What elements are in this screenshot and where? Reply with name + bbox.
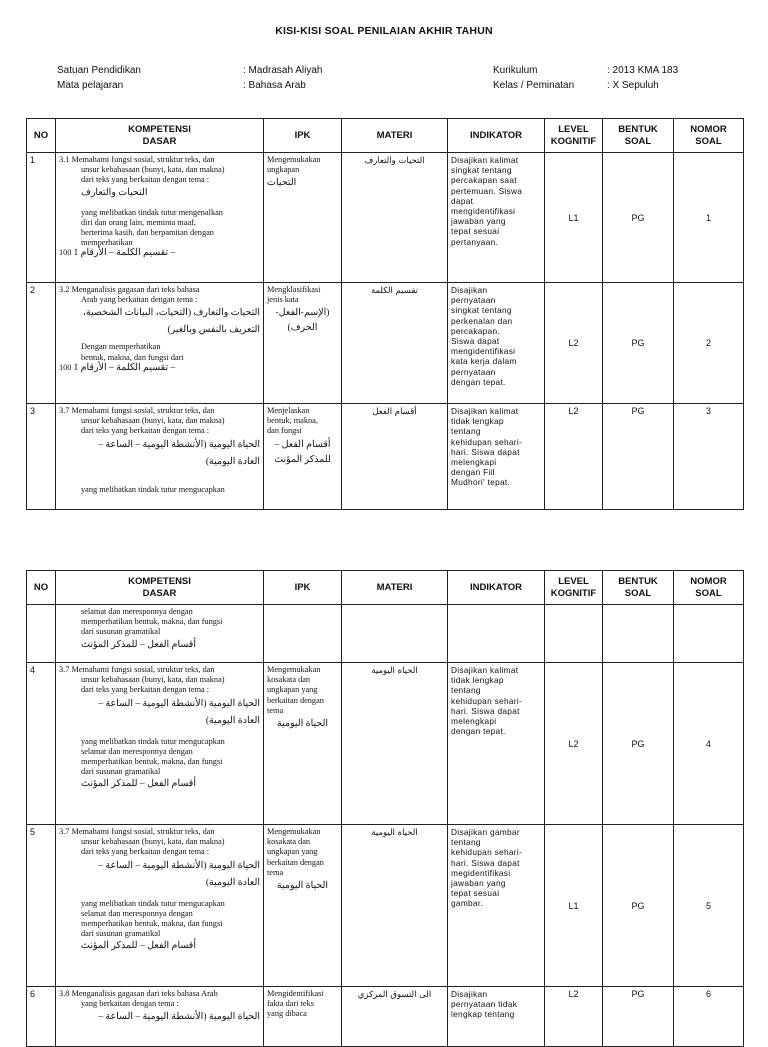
materi-cell: التحيات والتعارف <box>342 153 448 283</box>
bentuk-soal-cell <box>603 605 674 663</box>
table-row <box>27 987 744 1047</box>
header-ipk: IPK <box>264 571 342 605</box>
nomor-soal-cell: 2 <box>674 283 744 404</box>
materi-cell <box>342 605 448 663</box>
indikator-cell: Disajikan pernyataan tidak lengkap tentang <box>448 987 545 1047</box>
table-row <box>27 825 744 987</box>
kompetensi-dasar-cell: 3.1 Memahami fungsi sosial, struktur teks, dan unsur kebahasaan (bunyi, kata, dan makna) dari teks yang berkaitan dengan tema : التحيات والتعارف yang melibatkan tindak tutur mengenalkan diri dan orang lain, meminta maaf, berterima kasih, dan berpamitan dengan memperhatikan 100 تقسيم الكلمة – الأرقام 1 – <box>56 153 264 283</box>
row-number: 1 <box>27 153 56 283</box>
level-kognitif-cell: L1 <box>545 153 603 283</box>
ipk-cell: Mengemukakan ungkapan التحيات <box>264 153 342 283</box>
kisi-table-2 <box>26 570 744 1047</box>
level-kognitif-cell: L2 <box>545 663 603 825</box>
meta-value: : Bahasa Arab <box>243 80 306 91</box>
bentuk-soal-cell: PG <box>603 283 674 404</box>
meta-value: : Madrasah Aliyah <box>243 65 323 76</box>
row-number: 5 <box>27 825 56 987</box>
row-number: 6 <box>27 987 56 1047</box>
table-row <box>27 404 744 510</box>
level-kognitif-cell <box>545 605 603 663</box>
nomor-soal-cell: 1 <box>674 153 744 283</box>
kompetensi-dasar-cell: 3.2 Menganalisis gagasan dari teks bahasa Arab yang berkaitan dengan tema : التحيات والتعارف (التحيات، البيانات الشخصية، التعريف بالنفس وبالغير) Dengan memperhatikan bentuk, makna, dan fungsi dari 100 تقسيم الكلمة – الأرقام 1 – <box>56 283 264 404</box>
table-row <box>27 663 744 825</box>
materi-cell: الحياة اليومية <box>342 825 448 987</box>
meta-label: Kelas / Peminatan <box>493 80 575 91</box>
nomor-soal-cell <box>674 605 744 663</box>
bentuk-soal-cell: PG <box>603 825 674 987</box>
kompetensi-dasar-cell: 3.7 Memahami fungsi sosial, struktur teks, dan unsur kebahasaan (bunyi, kata, dan makna) dari teks yang berkaitan dengan tema : الحياة اليومية (الأنشطة اليومية – الساعة – العادة اليومية) yang melibatkan tindak tutur mengucapkan selamat dan meresponnya dengan memperhatikan bentuk, makna, dan fungsi dari susunan gramatikal أقسام الفعل – للمذكر المؤنث <box>56 663 264 825</box>
nomor-soal-cell: 5 <box>674 825 744 987</box>
table-row <box>27 605 744 663</box>
table-header-row <box>27 119 744 153</box>
header-nomor-soal: NOMOR SOAL <box>674 119 744 153</box>
kompetensi-dasar-cell: 3.8 Menganalisis gagasan dari teks bahasa Arab yang berkaitan dengan tema : الحياة اليومية (الأنشطة اليومية – الساعة – <box>56 987 264 1047</box>
indikator-cell: Disajikan kalimat singkat tentang percakapan saat pertemuan. Siswa dapat mengidentifikasi jawaban yang tepat sesuai pertanyaan. <box>448 153 545 283</box>
bentuk-soal-cell: PG <box>603 987 674 1047</box>
meta-right <box>493 63 678 93</box>
ipk-cell: Mengemukakan kosakata dan ungkapan yang berkaitan dengan tema الحياة اليومية <box>264 825 342 987</box>
header-bentuk-soal: BENTUK SOAL <box>603 119 674 153</box>
header-level-kognitif: LEVEL KOGNITIF <box>545 119 603 153</box>
materi-cell: أقسام الفعل <box>342 404 448 510</box>
header-no: NO <box>27 119 56 153</box>
materi-cell: تقسيم الكلمة <box>342 283 448 404</box>
kompetensi-dasar-cell: 3.7 Memahami fungsi sosial, struktur teks, dan unsur kebahasaan (bunyi, kata, dan makna) dari teks yang berkaitan dengan tema : الحياة اليومية (الأنشطة اليومية – الساعة – العادة اليومية) yang melibatkan tindak tutur mengucapkan <box>56 404 264 510</box>
header-materi: MATERI <box>342 571 448 605</box>
level-kognitif-cell: L2 <box>545 987 603 1047</box>
indikator-cell: Disajikan kalimat tidak lengkap tentang kehidupan sehari- hari. Siswa dapat melengkapi dengan Fiil Mudhori' tepat. <box>448 404 545 510</box>
row-number <box>27 605 56 663</box>
header-level-kognitif: LEVEL KOGNITIF <box>545 571 603 605</box>
ipk-cell: Menjelaskan bentuk, makna, dan fungsi أقسام الفعل – للمذكر المؤنث <box>264 404 342 510</box>
kompetensi-dasar-cell: 3.7 Memahami fungsi sosial, struktur teks, dan unsur kebahasaan (bunyi, kata, dan makna) dari teks yang berkaitan dengan tema : الحياة اليومية (الأنشطة اليومية – الساعة – العادة اليومية) yang melibatkan tindak tutur mengucapkan selamat dan meresponnya dengan memperhatikan bentuk, makna, dan fungsi dari susunan gramatikal أقسام الفعل – للمذكر المؤنث <box>56 825 264 987</box>
nomor-soal-cell: 6 <box>674 987 744 1047</box>
ipk-cell: Mengemukakan kosakata dan ungkapan yang berkaitan dengan tema الحياة اليومية <box>264 663 342 825</box>
table-row <box>27 153 744 283</box>
header-nomor-soal: NOMOR SOAL <box>674 571 744 605</box>
meta-label: Satuan Pendidikan <box>57 65 141 76</box>
ipk-cell: Mengklasifikasi jenis kata (الإسم-الفعل- الحرف) <box>264 283 342 404</box>
bentuk-soal-cell: PG <box>603 153 674 283</box>
ipk-cell: Mengidentifikasi fakta dari teks yang dibaca <box>264 987 342 1047</box>
table-row <box>27 283 744 404</box>
indikator-cell <box>448 605 545 663</box>
header-indikator: INDIKATOR <box>448 571 545 605</box>
row-number: 2 <box>27 283 56 404</box>
header-indikator: INDIKATOR <box>448 119 545 153</box>
level-kognitif-cell: L1 <box>545 825 603 987</box>
header-kompetensi-dasar: KOMPETENSI DASAR <box>56 571 264 605</box>
materi-cell: الى التسوق المركزي <box>342 987 448 1047</box>
kompetensi-dasar-cell: selamat dan meresponnya dengan memperhatikan bentuk, makna, dan fungsi dari susunan gramatikal أقسام الفعل – للمذكر المؤنث <box>56 605 264 663</box>
kisi-table-1 <box>26 118 744 510</box>
nomor-soal-cell: 3 <box>674 404 744 510</box>
row-number: 4 <box>27 663 56 825</box>
meta-left <box>57 63 323 93</box>
header-bentuk-soal: BENTUK SOAL <box>603 571 674 605</box>
meta-label: Kurikulum <box>493 65 538 76</box>
header-ipk: IPK <box>264 119 342 153</box>
header-no: NO <box>27 571 56 605</box>
meta-label: Mata pelajaran <box>57 80 124 91</box>
row-number: 3 <box>27 404 56 510</box>
header-kompetensi-dasar: KOMPETENSI DASAR <box>56 119 264 153</box>
level-kognitif-cell: L2 <box>545 283 603 404</box>
ipk-cell <box>264 605 342 663</box>
document-title: KISI-KISI SOAL PENILAIAN AKHIR TAHUN <box>275 25 493 37</box>
indikator-cell: Disajikan kalimat tidak lengkap tentang kehidupan sehari- hari. Siswa dapat melengkapi dengan tepat. <box>448 663 545 825</box>
bentuk-soal-cell: PG <box>603 404 674 510</box>
nomor-soal-cell: 4 <box>674 663 744 825</box>
materi-cell: الحياة اليومية <box>342 663 448 825</box>
meta-value: : 2013 KMA 183 <box>607 65 679 76</box>
indikator-cell: Disajikan gambar tentang kehidupan sehari- hari. Siswa dapat megidentifikasi jawaban yang tepat sesuai gambar. <box>448 825 545 987</box>
meta-value: : X Sepuluh <box>607 80 659 91</box>
header-materi: MATERI <box>342 119 448 153</box>
indikator-cell: Disajikan pernyataan singkat tentang perkenalan dan percakapan. Siswa dapat mengidentifikasi kata kerja dalam pernyataan dengan tepat. <box>448 283 545 404</box>
level-kognitif-cell: L2 <box>545 404 603 510</box>
bentuk-soal-cell: PG <box>603 663 674 825</box>
table-header-row <box>27 571 744 605</box>
